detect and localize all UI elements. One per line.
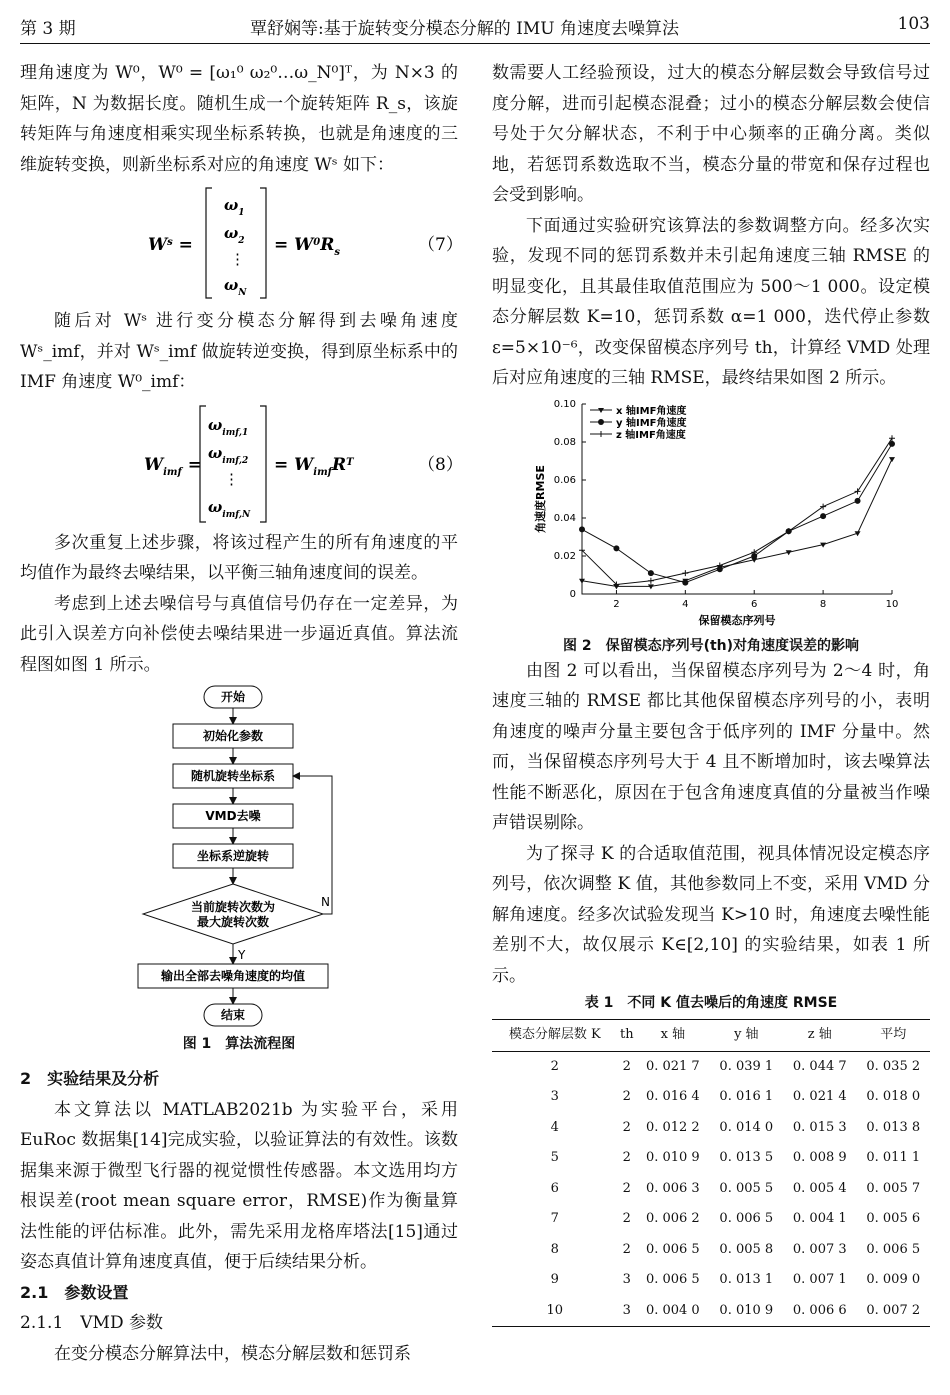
paragraph: 本文算法以 MATLAB2021b 为实验平台，采用 EuRoc 数据集[14]完成实验，以验证算法的有效性。该数据集来源于微型飞行器的视觉惯性传感器。本文选用均方根误差(root mean square error，RMSE)作为衡量算法性能的评估标准。此外，需先采用龙格库塔法[15]通过姿态真值计算角速度真值，便于后续结果分析。 xyxy=(20,1099,458,1272)
table-cell: 7 xyxy=(550,1211,559,1226)
svg-text:ωN: $\omega_N$ xyxy=(224,276,247,298)
table-header-cell: 模态分解层数 K xyxy=(492,1020,618,1052)
table-row xyxy=(492,1204,930,1235)
table-cell: 0. 005 6 xyxy=(866,1211,921,1226)
table-cell: 0. 009 0 xyxy=(866,1272,921,1287)
table-header-cell: z 轴 xyxy=(783,1020,856,1052)
table-cell: 0. 007 2 xyxy=(857,1296,930,1327)
table-row xyxy=(492,1174,930,1205)
table-cell: 0. 006 5 xyxy=(719,1211,774,1226)
svg-text:ωimf,1: $\omega_{imf,1}$ xyxy=(208,415,249,438)
right-column xyxy=(492,58,930,1327)
table-cell: 3 xyxy=(550,1089,559,1104)
y-tick-label: 0.02 xyxy=(553,550,576,562)
flow-init-label: 初始化参数 xyxy=(202,729,264,743)
table-cell: 0. 010 9 xyxy=(645,1150,700,1165)
legend-label: z 轴IMF角速度 xyxy=(616,429,686,441)
data-point xyxy=(579,526,585,532)
table-cell: 0. 013 8 xyxy=(866,1119,921,1135)
table-cell: 6 xyxy=(550,1180,559,1196)
table-cell: 0. 035 2 xyxy=(866,1058,921,1074)
table-cell: 0. 006 5 xyxy=(645,1272,700,1287)
y-tick-label: 0.10 xyxy=(553,398,576,410)
table-cell: 2 xyxy=(550,1058,559,1074)
data-point xyxy=(648,584,654,589)
data-point xyxy=(648,577,654,583)
table-cell: 0. 021 4 xyxy=(792,1089,847,1104)
table-cell: 0. 013 1 xyxy=(719,1272,774,1287)
data-point xyxy=(682,570,688,576)
table-row xyxy=(492,1113,930,1144)
paragraph: 多次重复上述步骤，将该过程产生的所有角速度的平均值作为最终去噪结果，以平衡三轴角速度间的误差。 xyxy=(20,532,458,583)
table-cell: 4 xyxy=(550,1119,559,1135)
x-tick-label: 6 xyxy=(751,598,758,610)
paragraph: 随后对 Wˢ 进行变分模态分解得到去噪角速度 Wˢ_imf，并对 Wˢ_imf 做旋转逆变换，得到原坐标系中的 IMF 角速度 W⁰_imf： xyxy=(20,311,458,392)
subsubsection-heading: 2.1.1 VMD 参数 xyxy=(20,1313,163,1333)
page-number: 103 xyxy=(897,14,930,34)
table-cell: 0. 010 9 xyxy=(710,1296,783,1327)
x-tick-label: 8 xyxy=(819,598,827,610)
data-point xyxy=(820,513,826,519)
table-cell: 2 xyxy=(622,1211,631,1226)
rmse-chart xyxy=(492,394,930,632)
table-cell: 0. 007 1 xyxy=(792,1272,847,1287)
x-tick-label: 2 xyxy=(613,598,620,610)
table-cell: 0. 006 5 xyxy=(866,1241,921,1257)
subsection-heading: 2.1 参数设置 xyxy=(20,1282,129,1302)
table-cell: 0. 011 1 xyxy=(866,1150,921,1165)
left-column xyxy=(20,58,463,1369)
table-cell: 3 xyxy=(618,1296,637,1327)
table-header-cell: th xyxy=(618,1020,637,1052)
table-cell: 0. 005 7 xyxy=(866,1180,921,1196)
equation-8 xyxy=(20,398,463,528)
svg-text:= WimfRT: = $W_{imf}R^T$ xyxy=(274,454,354,478)
table-row xyxy=(492,1143,930,1174)
flow-yes-label: Y xyxy=(238,948,246,962)
figure-2 xyxy=(492,394,930,654)
table-cell: 0. 018 0 xyxy=(866,1089,921,1104)
table-cell: 8 xyxy=(550,1241,559,1257)
table-cell: 0. 004 0 xyxy=(636,1296,709,1327)
table-cell: 0. 005 5 xyxy=(719,1180,774,1196)
table-cell: 3 xyxy=(622,1272,631,1287)
table-header-cell: 平均 xyxy=(857,1020,930,1052)
svg-text:Ws =: $W^s$ = xyxy=(148,235,193,255)
table-cell: 0. 014 0 xyxy=(719,1119,774,1135)
figure-1-caption: 图 1 算法流程图 xyxy=(182,1036,296,1052)
svg-text:ω2: $\omega_2$ xyxy=(224,224,245,246)
table-cell: 0. 004 1 xyxy=(792,1211,847,1226)
x-axis-label: 保留模态序列号 xyxy=(698,613,776,627)
svg-text:ωimf,N: $\omega_{imf,N}$ xyxy=(208,497,251,520)
table-cell: 0. 005 4 xyxy=(792,1180,847,1196)
table-cell: 0. 006 5 xyxy=(645,1241,700,1257)
svg-text:⋮: ⋮ xyxy=(230,250,245,268)
svg-text:Wimf =: $W_{imf}$ = xyxy=(144,454,202,478)
svg-text:ω1: $\omega_1$ xyxy=(224,196,245,218)
table-cell: 0. 016 4 xyxy=(645,1089,700,1104)
table-cell: 0. 006 6 xyxy=(783,1296,856,1327)
table-cell: 5 xyxy=(550,1150,559,1165)
flow-decision-node xyxy=(143,884,323,944)
table-header-cell: x 轴 xyxy=(636,1020,709,1052)
equation-7-number: （7） xyxy=(418,235,463,255)
table-cell: 0. 039 1 xyxy=(719,1058,774,1074)
table-cell: 2 xyxy=(622,1150,631,1165)
header-rule xyxy=(20,43,930,44)
legend-label: x 轴IMF角速度 xyxy=(616,405,687,417)
flow-vmd-label: VMD去噪 xyxy=(205,809,261,823)
paragraph: 下面通过实验研究该算法的参数调整方向。经多次实验，发现不同的惩罚系数并未引起角速度三轴 RMSE 的明显变化，且其最佳取值范围应为 500～1 000。设定模态分解层数 K=10，惩罚系数 α=1 000，迭代停止参数 ε=5×10⁻⁶，改变保留模态序列号 th，计算经 VMD 处理后对应角速度的三轴 RMSE，最终结果如图 2 所示。 xyxy=(492,215,930,388)
rmse-table xyxy=(492,1019,930,1327)
flow-no-label: N xyxy=(321,895,330,909)
svg-text:ωimf,2: $\omega_{imf,2}$ xyxy=(208,443,249,466)
table-cell: 2 xyxy=(622,1241,631,1257)
table-row xyxy=(492,1235,930,1266)
data-point xyxy=(682,579,688,585)
equation-7 xyxy=(20,180,463,306)
table-cell: 0. 016 1 xyxy=(719,1089,774,1104)
y-tick-label: 0.06 xyxy=(553,474,576,486)
flow-decision-label-1: 当前旋转次数为 xyxy=(190,900,276,914)
paragraph: 在变分模态分解算法中，模态分解层数和惩罚系 xyxy=(54,1343,411,1364)
flow-rotate-label: 随机旋转坐标系 xyxy=(190,769,276,783)
table-cell: 0. 006 2 xyxy=(645,1211,700,1226)
flow-output-label: 输出全部去噪角速度的均值 xyxy=(160,969,306,983)
table-header-cell: y 轴 xyxy=(710,1020,783,1052)
table-body xyxy=(492,1051,930,1327)
running-title: 覃舒娴等:基于旋转变分模态分解的 IMU 角速度去噪算法 xyxy=(250,19,679,39)
x-tick-label: 10 xyxy=(885,598,899,610)
equation-8-number: （8） xyxy=(418,454,463,475)
table-cell: 10 xyxy=(492,1296,618,1327)
table-cell: 2 xyxy=(622,1119,631,1135)
legend-marker xyxy=(598,419,604,425)
table-cell: 0. 007 3 xyxy=(792,1241,847,1257)
table-cell: 0. 044 7 xyxy=(792,1058,847,1074)
table-row xyxy=(492,1082,930,1113)
table-row xyxy=(492,1051,930,1082)
series-line-1 xyxy=(582,459,892,586)
data-point xyxy=(889,435,895,441)
y-tick-label: 0.08 xyxy=(553,436,576,448)
data-point xyxy=(855,488,861,494)
y-tick-label: 0 xyxy=(569,588,576,600)
table-cell: 2 xyxy=(622,1058,631,1074)
table-cell: 0. 013 5 xyxy=(719,1150,774,1165)
y-tick-label: 0.04 xyxy=(553,512,576,524)
series-line-2 xyxy=(582,443,892,582)
table-cell: 2 xyxy=(622,1180,631,1196)
issue-number: 第 3 期 xyxy=(20,19,76,39)
flow-end-label: 结束 xyxy=(220,1008,246,1022)
legend-label: y 轴IMF角速度 xyxy=(616,417,687,429)
paragraph: 理角速度为 W⁰，W⁰ = [ω₁⁰ ω₂⁰…ω_N⁰]ᵀ，为 N×3 的矩阵，N 为数据长度。随机生成一个旋转矩阵 R_s，该旋转矩阵与角速度相乘实现坐标系转换，也就是角速度的三维旋转变换，则新坐标系对应的角速度 Wˢ 如下： xyxy=(20,63,458,175)
paragraph: 考虑到上述去噪信号与真值信号仍存在一定差异，为此引入误差方向补偿使去噪结果进一步逼近真值。算法流程图如图 1 所示。 xyxy=(20,593,458,675)
data-point xyxy=(855,497,861,503)
svg-text:= W0Rs: = $W^0R_s$ xyxy=(274,235,341,258)
y-axis-label: 角速度RMSE xyxy=(534,464,547,533)
table-cell: 0. 012 2 xyxy=(645,1119,700,1135)
table-cell: 0. 015 3 xyxy=(792,1119,847,1135)
flow-inverse-label: 坐标系逆旋转 xyxy=(196,849,270,863)
paragraph: 数需要人工经验预设，过大的模态分解层数会导致信号过度分解，进而引起模态混叠；过小的模态分解层数会使信号处于欠分解状态，不利于中心频率的正确分离。类似地，若惩罚系数选取不当，模态分量的带宽和保存过程也会受到影响。 xyxy=(492,63,930,205)
paragraph: 为了探寻 K 的合适取值范围，视具体情况设定模态序列号，依次调整 K 值，其他参数同上不变，采用 VMD 分解角速度。经多次试验发现当 K>10 时，角速度去噪性能差别不大，故仅展示 K∈[2,10] 的实验结果，如表 1 所示。 xyxy=(492,843,930,986)
running-header xyxy=(20,14,930,44)
table-row xyxy=(492,1265,930,1296)
table-cell: 0. 006 3 xyxy=(645,1180,700,1196)
x-tick-label: 4 xyxy=(682,598,689,610)
figure-2-caption: 图 2 保留模态序列号(th)对角速度误差的影响 xyxy=(562,637,860,654)
flowchart xyxy=(20,684,458,1062)
flow-start-label: 开始 xyxy=(220,690,246,704)
section-heading: 2 实验结果及分析 xyxy=(20,1069,160,1088)
data-point xyxy=(648,570,654,576)
table-cell: 0. 021 7 xyxy=(645,1058,700,1074)
table-cell: 9 xyxy=(550,1272,559,1287)
svg-text:⋮: ⋮ xyxy=(224,469,239,488)
paragraph: 由图 2 可以看出，当保留模态序列号为 2～4 时，角速度三轴的 RMSE 都比其他保留模态序列号的小，表明角速度的噪声分量主要包含于低序列的 IMF 分量中。然而，当保留模态序列号大于 4 且不断增加时，该去噪算法性能不断恶化，原因在于包含角速度真值的分量被当作噪声错误剔除。 xyxy=(492,660,930,833)
table-cell: 2 xyxy=(622,1089,631,1104)
table-cell: 0. 008 9 xyxy=(792,1150,847,1165)
table-cell: 0. 005 8 xyxy=(719,1241,774,1257)
data-point xyxy=(889,457,895,462)
table-1-caption: 表 1 不同 K 值去噪后的角速度 RMSE xyxy=(584,995,838,1011)
legend-marker xyxy=(598,431,604,437)
table-header-row xyxy=(492,1020,930,1052)
data-point xyxy=(613,545,619,551)
table-row xyxy=(492,1296,930,1327)
flow-decision-label-2: 最大旋转次数 xyxy=(196,915,270,929)
